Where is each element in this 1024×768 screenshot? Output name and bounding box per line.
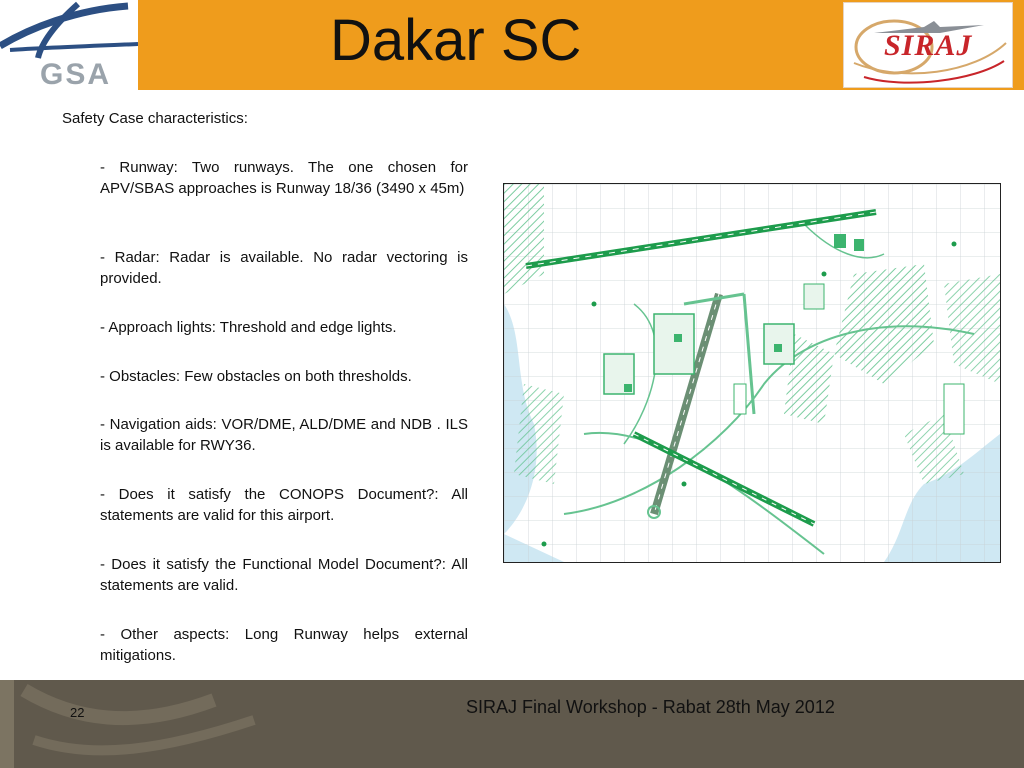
page-title: Dakar SC xyxy=(330,8,582,73)
footer-watermark-icon xyxy=(14,680,274,768)
intro-text: Safety Case characteristics: xyxy=(62,110,248,127)
gsa-logo-text: GSA xyxy=(40,58,112,91)
airport-map xyxy=(503,183,1001,563)
bullet-conops: - Does it satisfy the CONOPS Document?: All statements are valid for this airport. xyxy=(100,486,468,524)
page-number: 22 xyxy=(70,705,85,720)
bullet-obstacles: - Obstacles: Few obstacles on both thresholds. xyxy=(100,368,412,385)
bullet-other-aspects: - Other aspects: Long Runway helps external mitigations. xyxy=(100,626,468,664)
bullet-approach-lights: - Approach lights: Threshold and edge lights. xyxy=(100,319,397,336)
footer-left-stripe xyxy=(0,680,14,768)
airport-chart-image xyxy=(504,184,1000,562)
bullet-navigation-aids: - Navigation aids: VOR/DME, ALD/DME and NDB . ILS is available for RWY36. xyxy=(100,416,468,454)
footer-event-text: SIRAJ Final Workshop - Rabat 28th May 2012 xyxy=(466,697,835,717)
siraj-logo-text: SIRAJ xyxy=(884,29,973,62)
bullet-runway: - Runway: Two runways. The one chosen for APV/SBAS approaches is Runway 18/36 (3490 x 45m) xyxy=(100,159,468,197)
footer-bar xyxy=(0,680,1024,768)
bullet-radar: - Radar: Radar is available. No radar vectoring is provided. xyxy=(100,249,468,287)
siraj-logo xyxy=(843,2,1013,88)
gsa-logo xyxy=(0,0,138,92)
bullet-functional-model: - Does it satisfy the Functional Model Document?: All statements are valid. xyxy=(100,556,468,594)
